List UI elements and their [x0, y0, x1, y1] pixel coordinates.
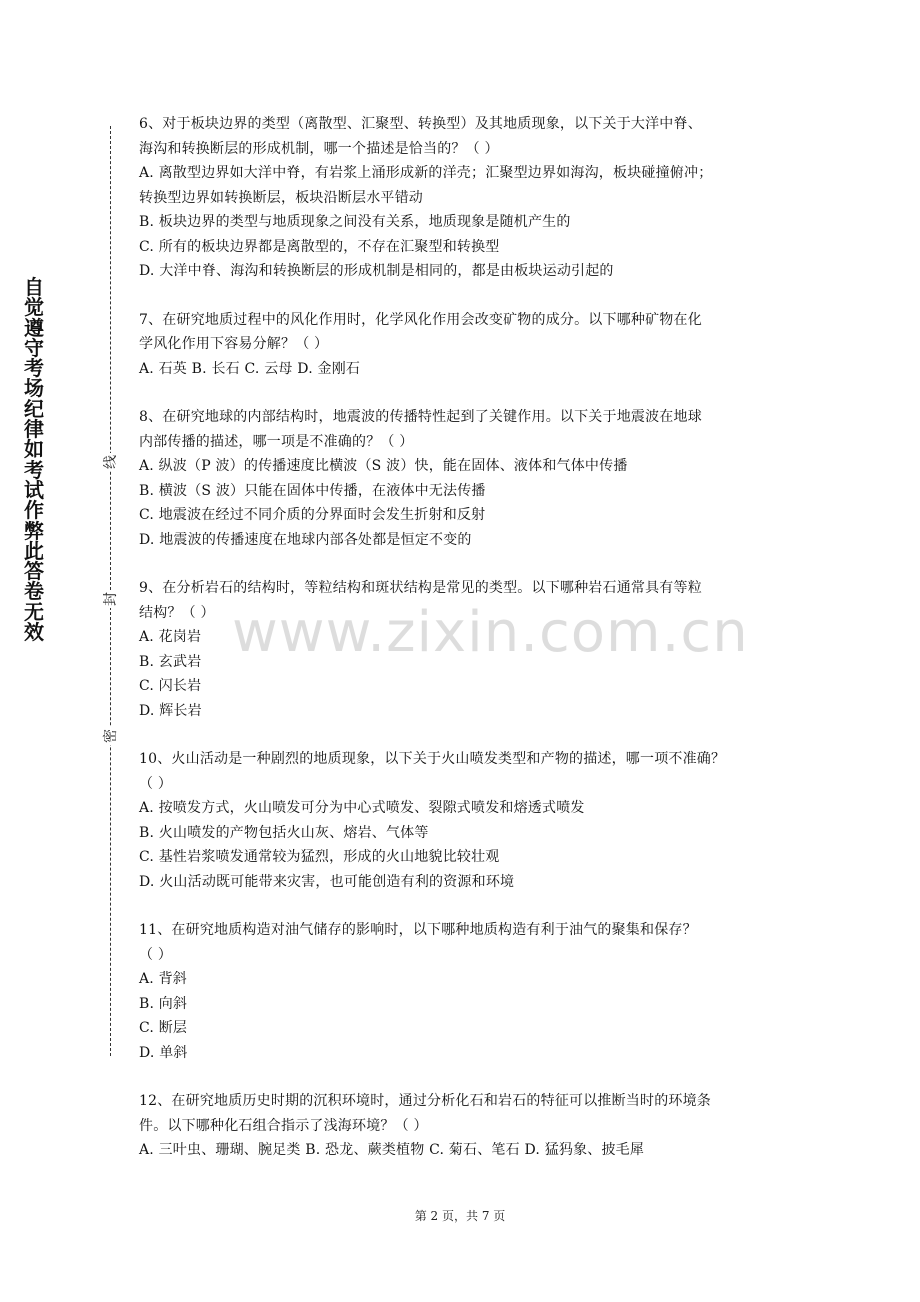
option-b: B. 向斜: [139, 995, 188, 1012]
question-11: [139, 918, 791, 1065]
question-stem-line: 7、在研究地质过程中的风化作用时，化学风化作用会改变矿物的成分。以下哪种矿物在化: [139, 311, 702, 328]
question-6: [139, 112, 791, 284]
option-c: C. 断层: [139, 1020, 188, 1036]
option-b: B. 玄武岩: [139, 653, 202, 670]
option-a: A. 背斜: [139, 971, 188, 987]
page-number: 第 2 页，共 7 页: [414, 1209, 506, 1223]
question-list: [139, 112, 791, 1187]
site-watermark: www.zixin.com.cn: [232, 600, 749, 665]
option-c: C. 闪长岩: [139, 678, 202, 694]
option-d: D. 地震波的传播速度在地球内部各处都是恒定不变的: [139, 531, 472, 548]
option-d: D. 火山活动既可能带来灾害，也可能创造有利的资源和环境: [139, 873, 515, 890]
exam-discipline-notice: 自觉遵守考场纪律如考试作弊此答卷无效: [24, 275, 44, 645]
question-12: [139, 1089, 791, 1163]
question-7: [139, 308, 791, 382]
question-9: [139, 576, 791, 723]
question-stem-line: 9、在分析岩石的结构时，等粒结构和斑状结构是常见的类型。以下哪种岩石通常具有等粒: [139, 580, 702, 596]
question-stem-line: 12、在研究地质历史时期的沉积环境时，通过分析化石和岩石的特征可以推断当时的环境条: [139, 1093, 712, 1109]
seal-mark-line: 线: [103, 455, 119, 469]
question-8: [139, 405, 791, 552]
options-inline: A. 三叶虫、珊瑚、腕足类 B. 恐龙、蕨类植物 C. 菊石、笔石 D. 猛犸象、披毛犀: [139, 1142, 645, 1158]
seal-mark-seal: 封: [103, 592, 119, 606]
question-stem-line: 结构？（ ）: [139, 604, 215, 621]
question-stem-line: 件。以下哪种化石组合指示了浅海环境？（ ）: [139, 1117, 428, 1134]
option-d: D. 单斜: [139, 1044, 188, 1061]
question-stem-line: 11、在研究地质构造对油气储存的影响时，以下哪种地质构造有利于油气的聚集和保存？: [139, 922, 697, 938]
question-stem-line: 学风化作用下容易分解？（ ）: [139, 336, 329, 352]
option-b: B. 横波（S 波）只能在固体中传播，在液体中无法传播: [139, 482, 486, 499]
question-stem-line: 海沟和转换断层的形成机制，哪一个描述是恰当的？（ ）: [139, 140, 499, 157]
option-a-continued: 转换型边界如转换断层，板块沿断层水平错动: [139, 189, 423, 206]
options-inline: A. 石英 B. 长石 C. 云母 D. 金刚石: [139, 360, 361, 377]
option-d: D. 辉长岩: [139, 702, 202, 719]
seal-mark-secret: 密: [103, 729, 119, 743]
option-c: C. 所有的板块边界都是离散型的，不存在汇聚型和转换型: [139, 238, 500, 255]
question-stem-line: 内部传播的描述，哪一项是不准确的？（ ）: [139, 433, 414, 450]
option-a: A. 按喷发方式，火山喷发可分为中心式喷发、裂隙式喷发和熔透式喷发: [139, 800, 585, 816]
question-stem-line: 8、在研究地球的内部结构时，地震波的传播特性起到了关键作用。以下关于地震波在地球: [139, 409, 702, 425]
option-a: A. 离散型边界如大洋中脊，有岩浆上涌形成新的洋壳；汇聚型边界如海沟，板块碰撞俯冲；: [139, 165, 713, 181]
question-stem-line: 6、对于板块边界的类型（离散型、汇聚型、转换型）及其地质现象，以下关于大洋中脊、: [139, 116, 702, 132]
question-stem-line: （ ）: [139, 775, 173, 792]
option-c: C. 基性岩浆喷发通常较为猛烈，形成的火山地貌比较壮观: [139, 849, 500, 865]
option-b: B. 火山喷发的产物包括火山灰、熔岩、气体等: [139, 824, 429, 841]
question-10: [139, 747, 791, 894]
option-b: B. 板块边界的类型与地质现象之间没有关系，地质现象是随机产生的: [139, 214, 571, 230]
option-d: D. 大洋中脊、海沟和转换断层的形成机制是相同的，都是由板块运动引起的: [139, 263, 614, 279]
option-a: A. 花岗岩: [139, 629, 202, 645]
question-stem-line: 10、火山活动是一种剧烈的地质现象，以下关于火山喷发类型和产物的描述，哪一项不准确？: [139, 751, 726, 767]
option-a: A. 纵波（P 波）的传播速度比横波（S 波）快，能在固体、液体和气体中传播: [139, 458, 628, 474]
question-stem-line: （ ）: [139, 946, 173, 963]
option-c: C. 地震波在经过不同介质的分界面时会发生折射和反射: [139, 507, 486, 523]
